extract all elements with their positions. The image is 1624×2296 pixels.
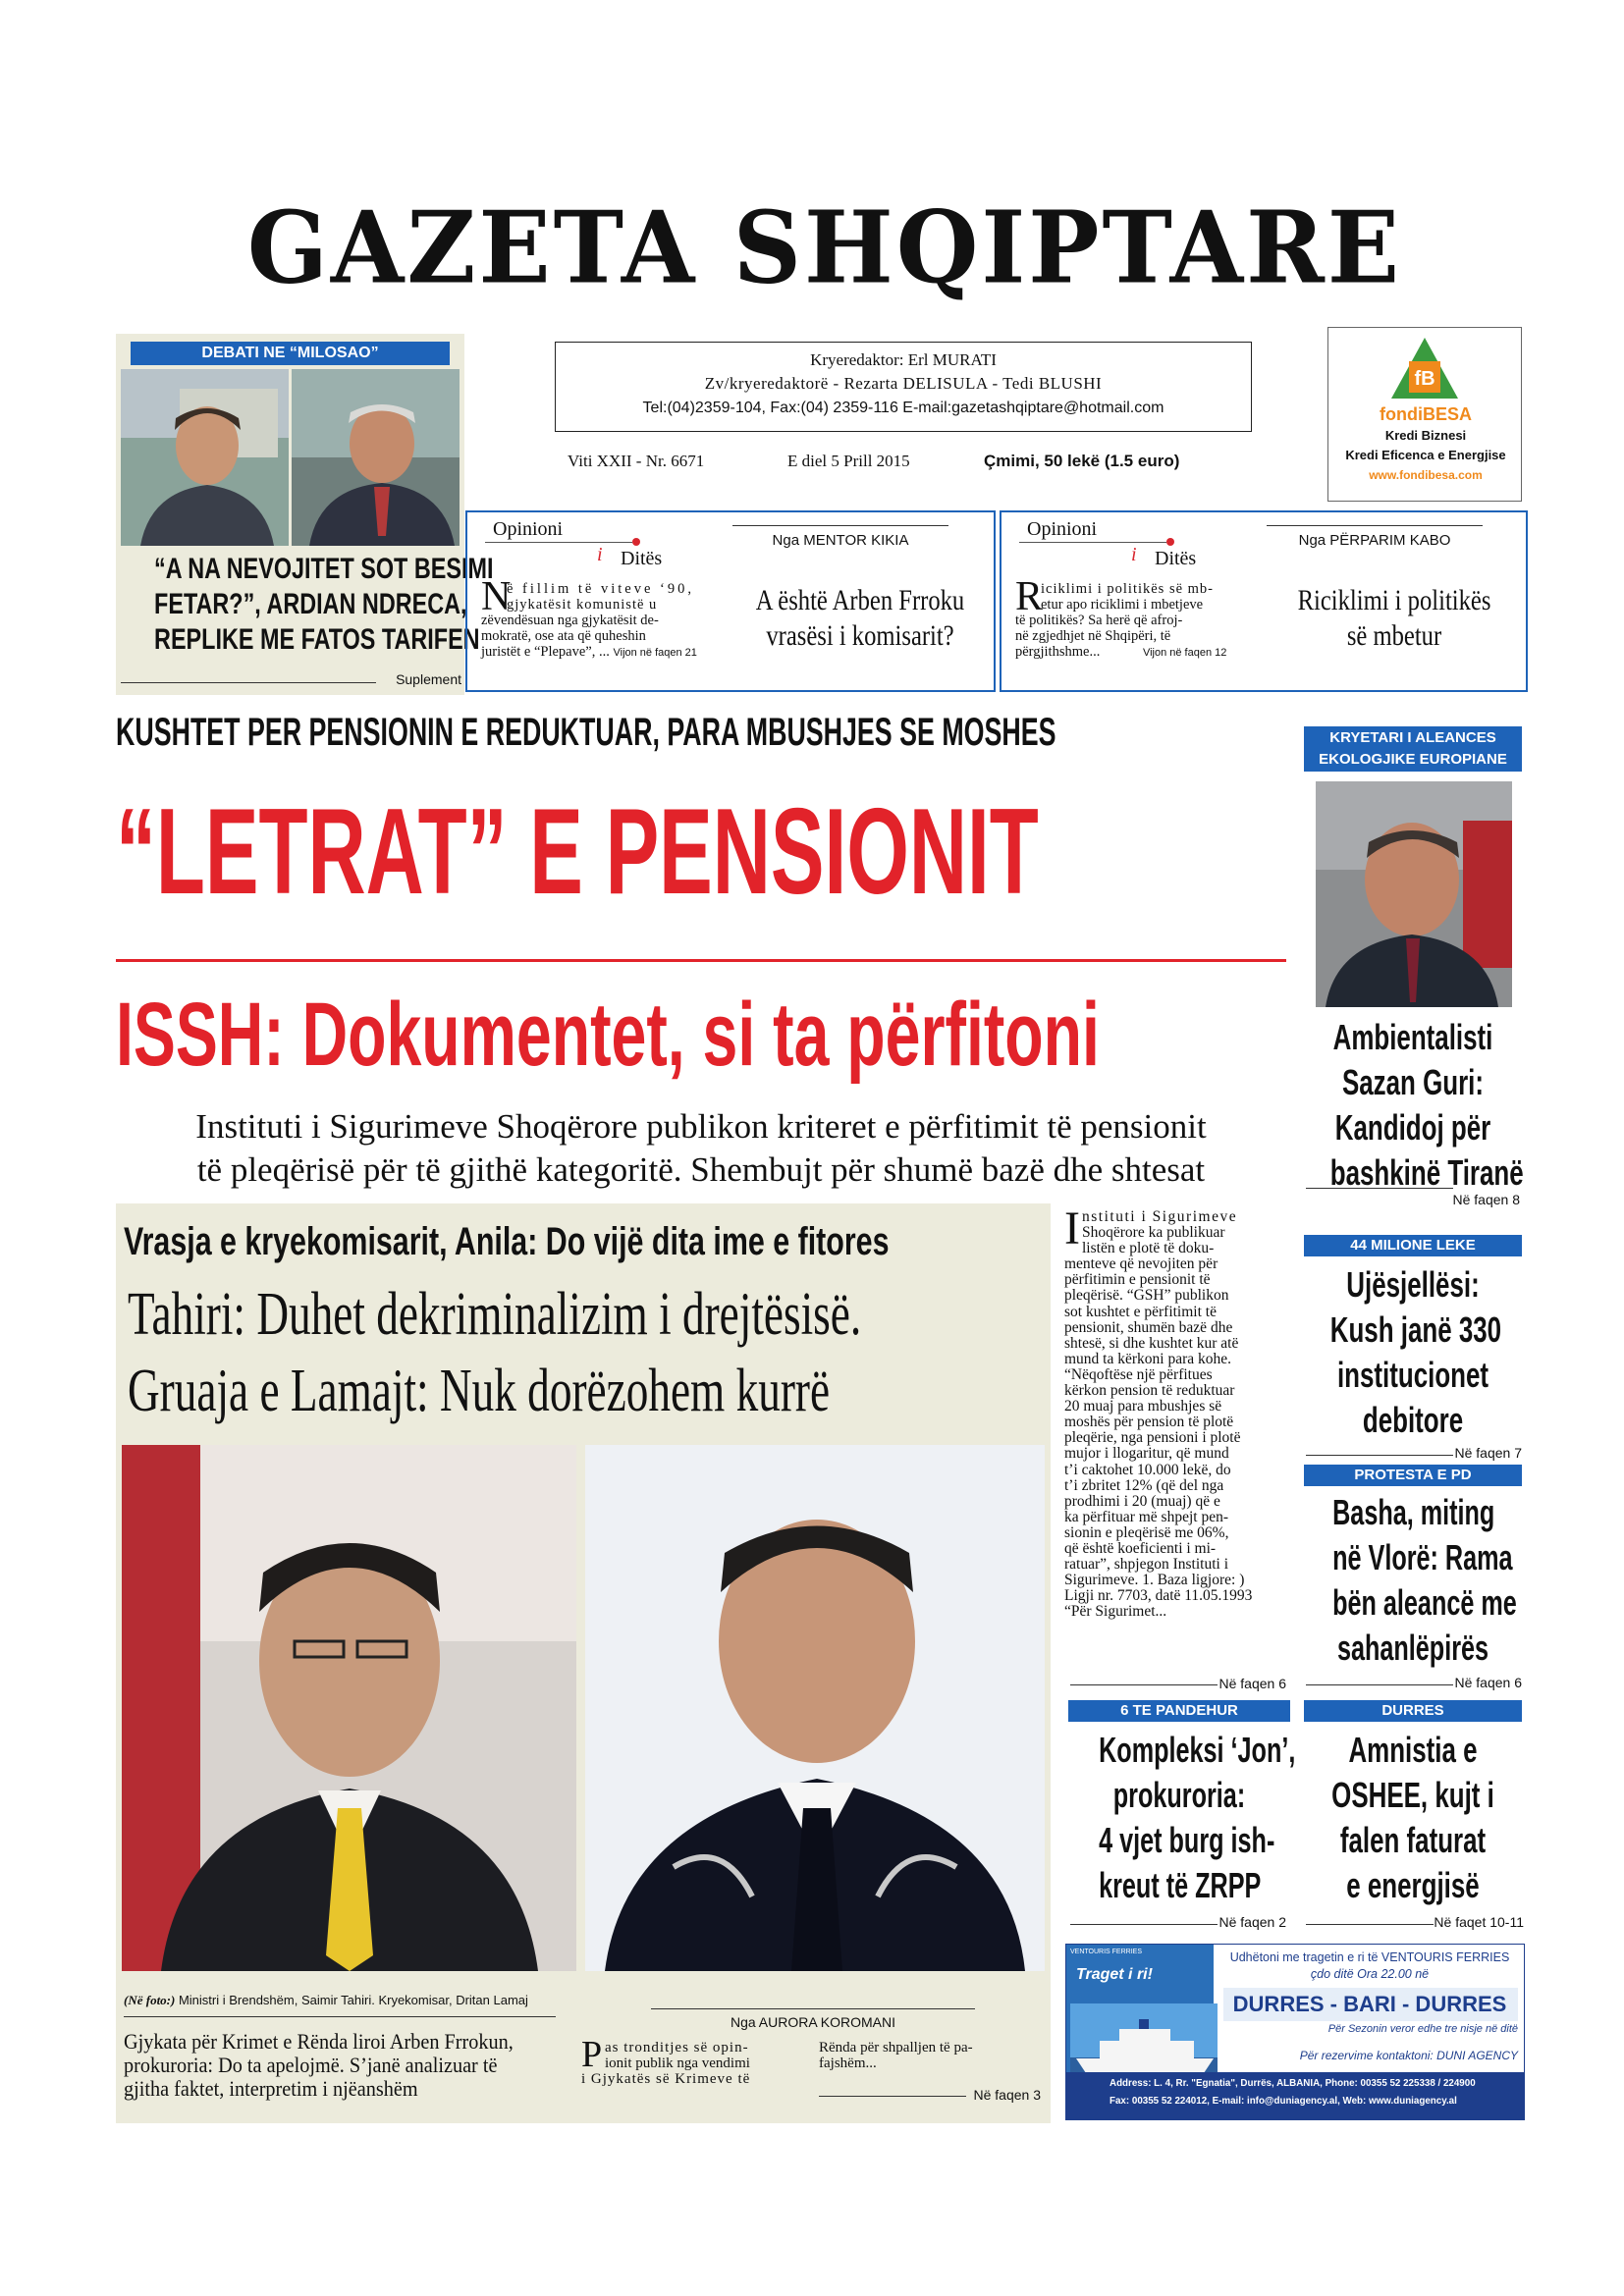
durres-headline-line-2: OSHEE, kujt i	[1331, 1775, 1494, 1815]
ferry-ad-season: Për Sezonin veror edhe tre nisje në ditë	[1327, 2023, 1518, 2035]
murder-story[interactable]	[124, 2030, 530, 2101]
jon-page[interactable]: Në faqen 2	[1218, 1914, 1286, 1930]
murder-col-1	[581, 2034, 807, 2087]
staff-box	[555, 342, 1252, 432]
masthead-title: GAZETA SHQIPTARE	[246, 189, 1403, 306]
issue-volume: Viti XXII - Nr. 6671	[568, 452, 705, 470]
opinion-1-dropcap: N	[481, 574, 512, 619]
main-deck	[116, 1105, 1286, 1192]
ecology-photo-guri	[1316, 781, 1512, 1007]
body-line-22: që është koeficienti i mi-	[1064, 1539, 1217, 1557]
opinion-2-headline-line-1: Riciklimi i politikës	[1297, 584, 1491, 616]
body-line-2: Shoqërore ka publikuar	[1082, 1224, 1225, 1242]
durres-label: DURRES	[1304, 1700, 1522, 1722]
debts-headline-line-1: Ujësjellësi:	[1346, 1264, 1480, 1305]
protest-headline-line-1: Basha, miting	[1332, 1492, 1495, 1532]
jon-headline-line-3: 4 vjet burg ish-	[1099, 1820, 1275, 1860]
main-headline: “LETRAT” E PENSIONIT	[116, 784, 1039, 920]
jon-headline-line-1: Kompleksi ‘Jon’,	[1099, 1730, 1296, 1770]
main-subhead: ISSH: Dokumentet, si ta përfitoni	[116, 985, 1100, 1085]
murder-headline-2: Gruaja e Lamajt: Nuk dorëzohem kurrë	[128, 1358, 831, 1424]
murder-caption	[124, 1993, 528, 2008]
opinion-1-cont[interactable]: Vijon në faqen 21	[613, 647, 697, 659]
jon-headline-line-4: kreut të ZRPP	[1099, 1865, 1262, 1905]
ecology-label-line-1: KRYETARI I ALEANCES	[1329, 729, 1496, 746]
murder-caption-text: Ministri i Brendshëm, Saimir Tahiri. Kryekomisar, Dritan Lamaj	[178, 1993, 528, 2007]
murder-page[interactable]: Në faqen 3	[973, 2087, 1041, 2103]
murder-story-line-3: gjitha faktet, interpretim i njëanshëm	[124, 2076, 418, 2101]
murder-caption-label: (Në foto:)	[124, 1993, 176, 2007]
body-line-7: sot kushtet e përfitimit të	[1064, 1303, 1217, 1320]
protest-label: PROTESTA E PD	[1304, 1465, 1522, 1486]
body-line-26: “Për Sigurimet...	[1064, 1603, 1167, 1621]
opinion-2-lead-line-3: të politikës? Sa herë që afroj-	[1015, 613, 1183, 628]
sponsor-line2: Kredi Eficenca e Energjise	[1345, 448, 1506, 462]
body-line-6: pleqërisë. “GSH” publikon	[1064, 1287, 1229, 1305]
body-line-21: sionin e pleqërisë me 06%,	[1064, 1523, 1229, 1541]
body-line-20: ka përfituar më shpejt pen-	[1064, 1508, 1228, 1525]
opinion-1-lead-line-4: mokratë, ose ata që quheshin	[481, 628, 646, 644]
opinion-1-lead-line-2: gjykatësit komunistë u	[507, 597, 658, 613]
ecology-label-line-2: EKOLOGJIKE EUROPIANE	[1319, 751, 1507, 768]
body-line-16: mujor i llogaritur, që mund	[1064, 1445, 1229, 1463]
issue-price: Çmimi, 50 lekë (1.5 euro)	[984, 452, 1180, 470]
opinion-1-headline[interactable]	[755, 583, 964, 654]
murder-box	[116, 1203, 1051, 2123]
murder-story-line-2: prokuroria: Do ta apelojmë. S’janë analizuar të	[124, 2053, 498, 2077]
opinion-2-tag-dites: Ditës	[1155, 548, 1197, 569]
debate-supplement: Suplement	[396, 671, 461, 687]
sponsor-logo-icon	[1389, 336, 1460, 400]
issue-date: E diel 5 Prill 2015	[787, 452, 910, 470]
sponsor-line1: Kredi Biznesi	[1384, 428, 1467, 443]
opinion-2-headline[interactable]	[1289, 583, 1498, 654]
staff-deputies: Zv/kryeredaktorë - Rezarta DELISULA - Tedi BLUSHI	[704, 374, 1103, 393]
ferry-ad-route: DURRES - BARI - DURRES	[1232, 1992, 1507, 2016]
opinion-1-tag-dites: Ditës	[621, 548, 663, 569]
headline-rule	[116, 959, 1286, 962]
body-line-19: prodhimi i 20 (muaj) që e	[1064, 1492, 1220, 1510]
debate-photo-tarifa	[292, 369, 460, 546]
opinion-1-lead-line-3: zëvendësuan nga gjykatësit de-	[481, 613, 659, 628]
debts-label: 44 MILIONE LEKE	[1304, 1235, 1522, 1256]
opinion-1-lead	[481, 574, 746, 661]
opinion-2-author: Nga PËRPARIM KABO	[1298, 532, 1451, 549]
main-body-dropcap: I	[1064, 1202, 1080, 1255]
debts-headline-line-4: debitore	[1362, 1400, 1464, 1440]
debts-headline-line-2: Kush janë 330	[1329, 1309, 1502, 1350]
body-line-24: Sigurimeve. 1. Baza ligjore: )	[1064, 1572, 1245, 1589]
main-deck-line-2: të pleqërisë për të gjithë kategoritë. Shembujt për shumë bazë dhe shtesat	[196, 1150, 1206, 1189]
murder-headline-1: Tahiri: Duhet dekriminalizim i drejtësisë.	[128, 1281, 862, 1348]
body-line-9: shtesë, si dhe kushtet kur atë	[1064, 1334, 1239, 1352]
main-body-page[interactable]: Në faqen 6	[1218, 1676, 1286, 1691]
opinion-box-2	[1000, 510, 1528, 692]
body-line-18: t’i zbritet 12% (që del nga	[1064, 1476, 1224, 1494]
opinion-2-lead-line-5: përgjithshme...	[1015, 644, 1101, 660]
murder-col-2-line-1: Rënda për shpalljen të pa-	[819, 2040, 973, 2056]
debts-page[interactable]: Në faqen 7	[1454, 1445, 1522, 1461]
opinion-2-headline-line-2: së mbetur	[1346, 619, 1442, 652]
opinion-1-tag: Opinioni	[493, 518, 564, 540]
durres-headline-line-1: Amnistia e	[1348, 1730, 1478, 1770]
body-line-4: menteve që nevojiten për	[1064, 1255, 1218, 1273]
opinion-2-lead	[1015, 574, 1280, 661]
opinion-1-lead-line-5: juristët e “Plepave”, ...	[481, 644, 610, 660]
svg-text:fB: fB	[1414, 368, 1435, 390]
murder-col-2-line-2: fajshëm...	[819, 2056, 877, 2071]
ferry-ad-address: Address: L. 4, Rr. "Egnatia", Durrës, ALBANIA, Phone: 00355 52 225338 / 224900	[1110, 2078, 1476, 2089]
opinion-box-1	[465, 510, 996, 692]
ecology-headline-line-3: Kandidoj për	[1334, 1107, 1491, 1148]
body-line-15: pleqërie, nga pensioni i plotë	[1064, 1429, 1241, 1447]
body-line-11: “Nëqoftëse një përfitues	[1064, 1365, 1213, 1383]
body-line-1: nstituti i Sigurimeve	[1082, 1208, 1238, 1225]
debate-headline-line-1: “A NA NEVOJITET SOT BESIMI	[154, 553, 494, 585]
staff-contacts: Tel:(04)2359-104, Fax:(04) 2359-116 E-mail:gazetashqiptare@hotmail.com	[642, 400, 1164, 416]
body-line-25: Ligji nr. 7703, datë 11.05.1993	[1064, 1587, 1253, 1605]
ferry-ad-line2: çdo ditë Ora 22.00 në	[1310, 1967, 1430, 1981]
protest-page[interactable]: Në faqen 6	[1454, 1675, 1522, 1690]
sponsor-name: fondiBESA	[1380, 404, 1472, 424]
body-line-13: 20 muaj para mbushjes së	[1064, 1398, 1222, 1415]
sponsor-box[interactable]	[1327, 327, 1522, 502]
ferry-ad[interactable]	[1065, 1944, 1525, 2120]
main-kicker: KUSHTET PER PENSIONIN E REDUKTUAR, PARA MBUSHJES SE MOSHES	[116, 711, 1056, 754]
opinion-1-author: Nga MENTOR KIKIA	[772, 532, 909, 549]
body-line-3: listën e plotë të doku-	[1082, 1240, 1215, 1257]
body-line-10: mund ta kërkoni para kohe.	[1064, 1350, 1232, 1367]
opinion-1-tag-i: i	[597, 544, 603, 565]
murder-col-1-line-2: ionit publik nga vendimi	[605, 2056, 750, 2071]
ecology-page[interactable]: Në faqen 8	[1452, 1192, 1520, 1207]
durres-headline-line-3: falen faturat	[1339, 1820, 1487, 1860]
murder-col-2	[819, 2040, 1045, 2071]
body-line-5: përfitimin e pensionit të	[1064, 1271, 1211, 1289]
photo-tahiri	[122, 1445, 576, 1971]
main-body	[1064, 1202, 1286, 1621]
body-line-17: t’i caktohet 10.000 lekë, do	[1064, 1461, 1231, 1478]
opinion-1-headline-line-2: vrasësi i komisarit?	[766, 619, 954, 652]
opinion-2-lead-line-1: iciklimi i politikës së mb-	[1041, 581, 1215, 597]
murder-col-1-line-3: i Gjykatës së Krimeve të	[581, 2071, 751, 2087]
opinion-2-cont[interactable]: Vijon në faqen 12	[1142, 647, 1227, 659]
opinion-2-lead-line-2: etur apo riciklimi i mbetjeve	[1041, 597, 1204, 613]
opinion-2-dropcap: R	[1015, 574, 1044, 619]
debate-headline-line-2: FETAR?”, ARDIAN NDRECA,	[154, 588, 467, 620]
debate-photo-ndreca	[121, 369, 289, 546]
durres-page[interactable]: Në faqet 10-11	[1434, 1914, 1524, 1930]
ecology-headline-line-1: Ambientalisti	[1332, 1017, 1493, 1057]
opinion-2-tag: Opinioni	[1027, 518, 1098, 540]
jon-label: 6 TE PANDEHUR	[1068, 1700, 1290, 1722]
ferry-ad-fax: Fax: 00355 52 224012, E-mail: info@duniagency.al, Web: www.duniagency.al	[1110, 2096, 1457, 2107]
debate-headline-line-3: REPLIKE ME FATOS TARIFEN	[154, 623, 480, 656]
debts-headline-line-3: institucionet	[1336, 1355, 1489, 1395]
ferry-ad-line1: Udhëtoni me tragetin e ri të VENTOURIS FERRIES	[1229, 1950, 1510, 1964]
protest-headline-line-2: në Vlorë: Rama	[1332, 1537, 1513, 1577]
ferry-ad-brand: VENTOURIS FERRIES	[1070, 1949, 1142, 1955]
sponsor-url: www.fondibesa.com	[1369, 468, 1483, 482]
staff-chief: Kryeredaktor: Erl MURATI	[810, 350, 997, 369]
murder-dropcap: P	[581, 2034, 603, 2075]
murder-kicker: Vrasja e kryekomisarit, Anila: Do vijë dita ime e fitores	[124, 1220, 890, 1263]
ecology-headline-line-2: Sazan Guri:	[1341, 1062, 1485, 1102]
opinion-2-tag-i: i	[1131, 544, 1137, 565]
ferry-ad-contact: Për rezervime kontaktoni: DUNI AGENCY	[1299, 2049, 1518, 2062]
photo-lamaj	[585, 1445, 1045, 1971]
ecology-headline-line-4: bashkinë Tiranë	[1329, 1152, 1524, 1193]
opinion-1-headline-line-1: A është Arben Frroku	[755, 584, 965, 616]
protest-headline-line-3: bën aleancë me	[1332, 1582, 1517, 1623]
body-line-12: kërkon pension të reduktuar	[1064, 1382, 1235, 1400]
body-line-8: pensionit, shumën bazë dhe	[1064, 1318, 1233, 1336]
murder-author: Nga AURORA KOROMANI	[730, 2014, 896, 2030]
ferry-ad-slogan: Traget i ri!	[1076, 1966, 1153, 1983]
debate-box	[116, 334, 494, 695]
murder-story-line-1: Gjykata për Krimet e Rënda liroi Arben Frrokun,	[124, 2029, 514, 2054]
durres-headline-line-4: e energjisë	[1346, 1865, 1480, 1905]
ecology-label	[1304, 726, 1522, 772]
protest-headline-line-4: sahanlëpirës	[1336, 1628, 1489, 1668]
debate-label: DEBATI NE “MILOSAO”	[131, 342, 450, 365]
body-line-14: moshës për pension të plotë	[1064, 1414, 1234, 1431]
body-line-23: ratuar”, shpjegon Instituti i	[1064, 1556, 1229, 1574]
jon-headline-line-2: prokuroria:	[1112, 1775, 1246, 1815]
main-deck-line-1: Instituti i Sigurimeve Shoqërore publikon kriteret e përfitimit të pensionit	[195, 1107, 1207, 1146]
opinion-2-lead-line-4: në zgjedhjet në Shqipëri, të	[1015, 628, 1171, 644]
murder-col-1-line-1: as tronditjes së opin-	[605, 2040, 749, 2056]
opinion-1-lead-line-1: ë fillim të viteve ‘90,	[507, 581, 695, 597]
